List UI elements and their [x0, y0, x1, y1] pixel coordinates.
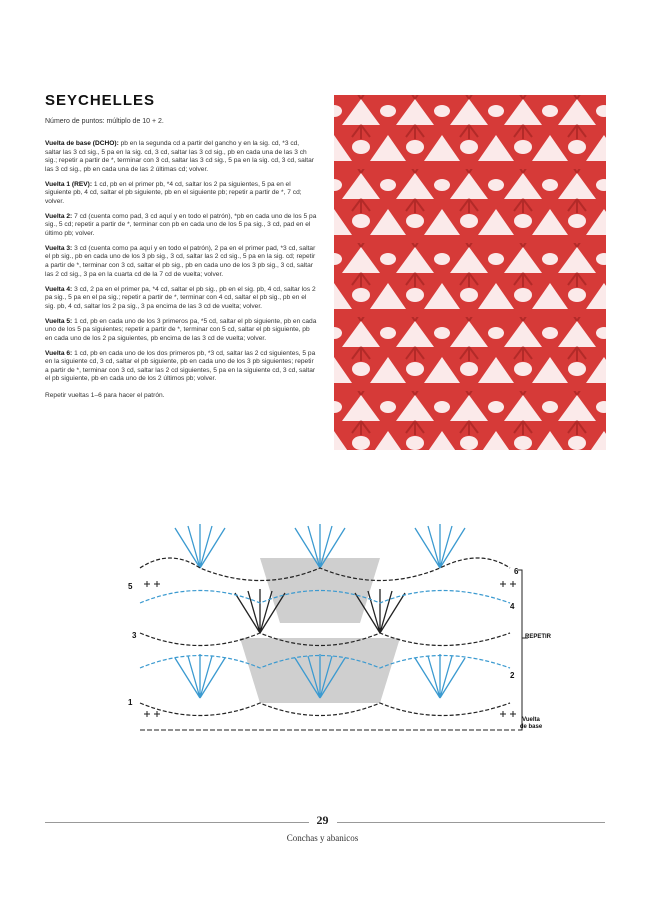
row-number-4: 4: [510, 602, 515, 611]
row-instruction: [45, 286, 317, 312]
repeat-bracket: [518, 570, 528, 730]
page-number: [0, 813, 645, 828]
row-label: Vuelta de base (DCHO):: [45, 140, 119, 147]
row-label: Vuelta 1 (REV):: [45, 180, 93, 188]
row-label: Vuelta 5:: [45, 317, 73, 325]
stitch-chart: [120, 508, 550, 746]
base-row-label-line1: Vuelta: [522, 717, 540, 723]
row-text: 1 cd, pb en cada uno de los 3 primeros pa, *5 cd, saltar el pb siguiente, pb en cada uno de los 5 pa siguientes; repetir a partir de *, terminar con 5 cd, saltar el pb siguiente, pb en cada uno de los 2 pa siguientes, pb encima de las 3 cd de vuelta; volver.: [45, 317, 317, 342]
repeat-label: REPETIR: [525, 634, 552, 640]
repeat-note: Repetir vueltas 1–6 para hacer el patrón.: [45, 392, 165, 400]
row-number-2: 2: [510, 671, 515, 680]
row-label: Vuelta 2:: [45, 212, 73, 220]
pattern-title: SEYCHELLES: [45, 92, 156, 109]
row-text: pb en la segunda cd a partir del gancho y en la sig. cd, *3 cd, saltar las 3 cd sig., 5 pa en la sig. cd, 3 cd, saltar las 3 cd sig., pb en cada una de las 3 ch sig.; repetir a partir de *, terminar con 3 cd, saltar las 3 cd sig., 5 pa en la sig. cd, 3 cd, saltar las 3 cd sig., pb en cada una de las 2 últimas cd; volver.: [45, 140, 315, 173]
row-label: Vuelta 6:: [45, 349, 73, 357]
stitch-multiple-note: Número de puntos: múltiplo de 10 + 2.: [45, 118, 164, 125]
row-label: Vuelta 4:: [45, 285, 73, 293]
crochet-symbol-chart: [120, 508, 550, 746]
row-number-3: 3: [132, 631, 137, 640]
swatch-photo: [334, 95, 606, 450]
base-row-label-line2: de base: [519, 724, 543, 730]
lace-pattern-image: [334, 95, 606, 450]
row-text: 7 cd (cuenta como pad, 3 cd aquí y en todo el patrón), *pb en cada uno de los 5 pa sig., 5 cd; repetir a partir de *, terminar con pb en cada uno de los 5 pa sig., 3 cd, pad en el último pb; volver.: [45, 212, 317, 237]
row-text: 1 cd, pb en cada uno de los dos primeros pb, *3 cd, saltar las 2 cd siguientes, 5 pa en la siguiente cd, 3 cd, saltar el pb siguiente, pb en cada uno de los 3 pb siguientes; repetir a partir de *, terminar con 3 cd, saltar las 2 cd siguientes, 5 pa en la siguiente cd, 3 cd, saltar el pb siguiente, pb en cada uno de los 2 últimos pb; volver.: [45, 349, 316, 383]
row-label: Vuelta 3:: [45, 244, 73, 252]
row-instruction: [45, 350, 317, 384]
chapter-title: Conchas y abanicos: [286, 833, 359, 843]
pattern-instructions: [45, 140, 317, 401]
page-number-text: 29: [309, 813, 337, 827]
row-number-6: 6: [514, 567, 519, 576]
base-row-label: [514, 717, 548, 731]
row-instruction: [45, 140, 317, 174]
row-instruction: [45, 213, 317, 239]
row-text: 3 cd (cuenta como pa aquí y en todo el patrón), 2 pa en el primer pad, *3 cd, saltar el pb sig., pb en cada uno de los 3 pb sig., 3 cd, saltar las 2 cd sig., 5 pa en la sig. cd; repetir a partir de *, terminar con 3 cd, saltar el pb sig., pb en cada uno de los 3 pb sig., 3 cd, saltar las 2 cd sig., 3 pa en la cuarta cd de la 7 cd de vuelta; volver.: [45, 244, 316, 278]
row-number-1: 1: [128, 698, 133, 707]
row-instruction: [45, 181, 317, 207]
row-instruction: [45, 245, 317, 279]
row-instruction: [45, 318, 317, 344]
row-text: 1 cd, pb en el primer pb, *4 cd, saltar los 2 pa siguientes, 5 pa en el siguiente pb, 4 cd, saltar el pb siguiente, pb en el siguiente pb; repetir a partir de *, 7 cd; volver.: [45, 180, 302, 205]
row-number-5: 5: [128, 582, 133, 591]
row-text: 3 cd, 2 pa en el primer pa, *4 cd, saltar el pb sig., pb en el sig. pb, 4 cd, saltar los 2 pa sig., 5 pa en el pa sig.; repetir a partir de *, terminar con 4 cd, saltar el pb sig., pb en el sig. pb, 4 cd, saltar los 2 pa sig., 3 pa encima de las 3 cd de vuelta; volver.: [45, 285, 316, 310]
